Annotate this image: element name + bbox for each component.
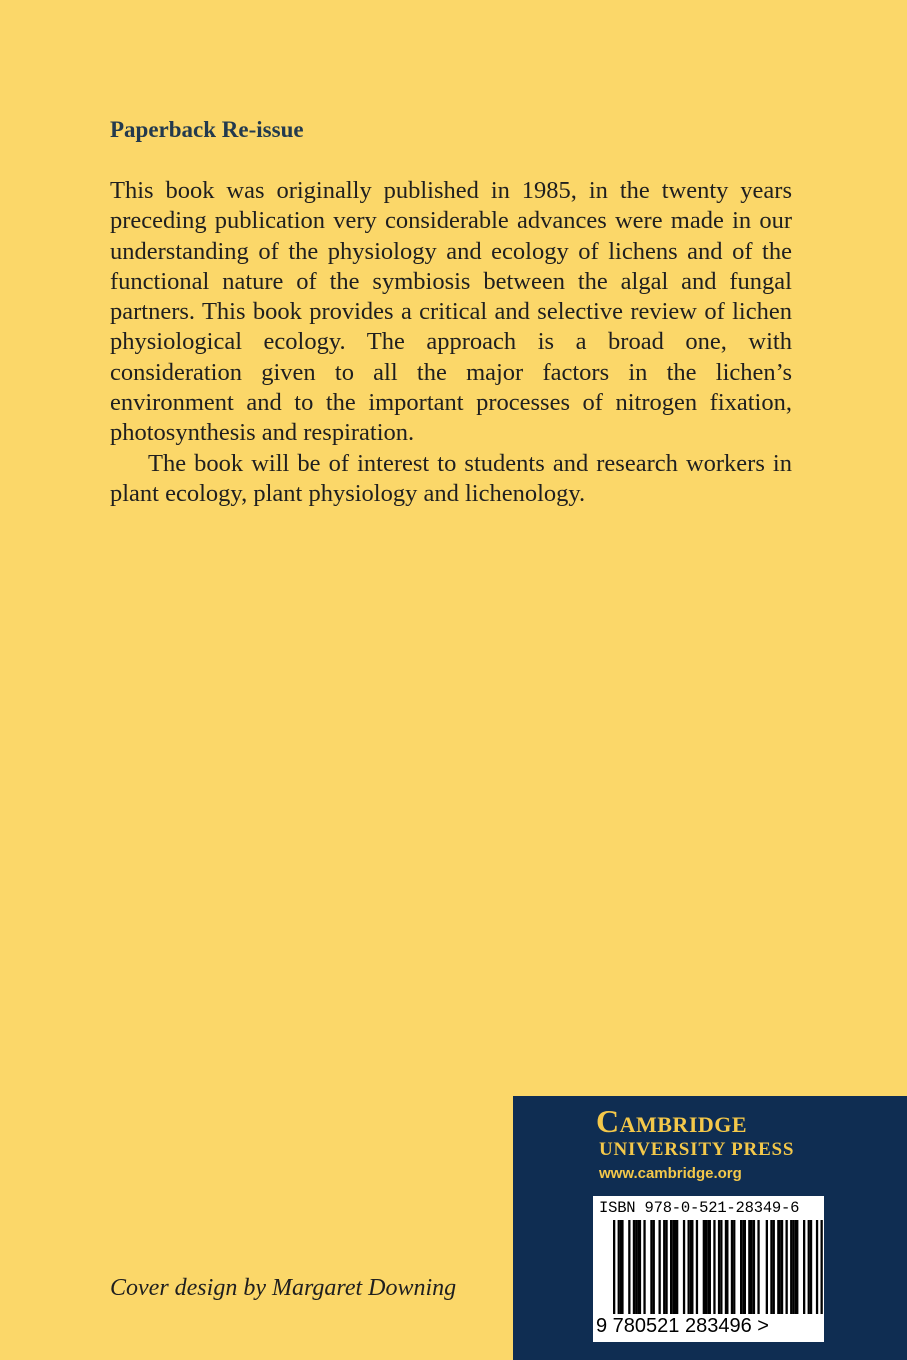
barcode-bar bbox=[795, 1220, 799, 1314]
barcode-bar bbox=[770, 1220, 772, 1314]
barcode-bar bbox=[672, 1220, 676, 1314]
barcode-bar bbox=[637, 1220, 641, 1314]
barcode-bar bbox=[751, 1220, 753, 1314]
barcode-bar bbox=[613, 1220, 615, 1314]
barcode-bar bbox=[618, 1220, 620, 1314]
barcode-bar bbox=[753, 1220, 755, 1314]
blurb-paragraph-2: The book will be of interest to students and research workers in plant ecology, plant physiology and lichenology. bbox=[110, 449, 792, 507]
barcode-bar bbox=[808, 1220, 810, 1314]
barcode-bar bbox=[683, 1220, 685, 1314]
barcode-bar bbox=[633, 1220, 635, 1314]
barcode-bar bbox=[733, 1220, 735, 1314]
barcode-bar bbox=[620, 1220, 624, 1314]
blurb-paragraph-1: This book was originally published in 1985, in the twenty years preceding publication very considerable advances were made in our understanding of the physiology and ecology of lichens and of the functional nature of the symbiosis between the algal and fungal partners. This book provides a critical and selective review of lichen physiological ecology. The approach is a broad one, with consideration given to all the major factors in the lichen’s environment and to the important processes of nitrogen fixation, photosynthesis and respiration. bbox=[110, 177, 792, 447]
barcode-bar bbox=[718, 1220, 720, 1314]
barcode-bar bbox=[688, 1220, 690, 1314]
barcode-bar bbox=[628, 1220, 630, 1314]
barcode-bar bbox=[703, 1220, 705, 1314]
publisher-logo-name: Cambridge bbox=[596, 1103, 748, 1139]
barcode-bar bbox=[705, 1220, 707, 1314]
barcode-bar bbox=[650, 1220, 652, 1314]
barcode-bar bbox=[663, 1220, 665, 1314]
barcode-bar bbox=[720, 1220, 722, 1314]
barcode-bar bbox=[740, 1220, 742, 1314]
isbn-label: ISBN 978-0-521-28349-6 bbox=[599, 1199, 800, 1217]
blurb-text bbox=[110, 176, 792, 509]
publisher-block bbox=[513, 1096, 907, 1360]
barcode-box bbox=[593, 1196, 824, 1342]
barcode-bar bbox=[635, 1220, 637, 1314]
barcode-digits: 9 780521 283496 > bbox=[596, 1315, 769, 1337]
barcode-bar bbox=[653, 1220, 655, 1314]
barcode-bar bbox=[757, 1220, 759, 1314]
barcode-bar bbox=[816, 1220, 818, 1314]
barcode-bar bbox=[781, 1220, 783, 1314]
barcode-bar bbox=[803, 1220, 805, 1314]
barcode-bar bbox=[777, 1220, 781, 1314]
back-cover-heading: Paperback Re-issue bbox=[110, 117, 304, 142]
barcode-bar bbox=[676, 1220, 678, 1314]
barcode-bar bbox=[748, 1220, 750, 1314]
barcode-bar bbox=[713, 1220, 715, 1314]
barcode-bar bbox=[810, 1220, 812, 1314]
barcode-bar bbox=[643, 1220, 645, 1314]
barcode-bar bbox=[821, 1220, 823, 1314]
barcode-bar bbox=[690, 1220, 694, 1314]
publisher-url: www.cambridge.org bbox=[599, 1165, 742, 1182]
barcode-bar bbox=[742, 1220, 746, 1314]
barcode-bar bbox=[725, 1220, 729, 1314]
barcode-bar bbox=[731, 1220, 733, 1314]
barcode-bar bbox=[792, 1220, 794, 1314]
barcode-bar bbox=[707, 1220, 711, 1314]
barcode-bar bbox=[766, 1220, 768, 1314]
publisher-logo-subtitle: UNIVERSITY PRESS bbox=[599, 1139, 795, 1160]
cover-design-credit: Cover design by Margaret Downing bbox=[110, 1275, 457, 1301]
barcode-bar bbox=[773, 1220, 775, 1314]
barcode-bar bbox=[786, 1220, 788, 1314]
barcode-bar bbox=[659, 1220, 661, 1314]
barcode-bar bbox=[696, 1220, 698, 1314]
barcode-bar bbox=[670, 1220, 672, 1314]
barcode-bar bbox=[665, 1220, 667, 1314]
barcode-bar bbox=[790, 1220, 792, 1314]
